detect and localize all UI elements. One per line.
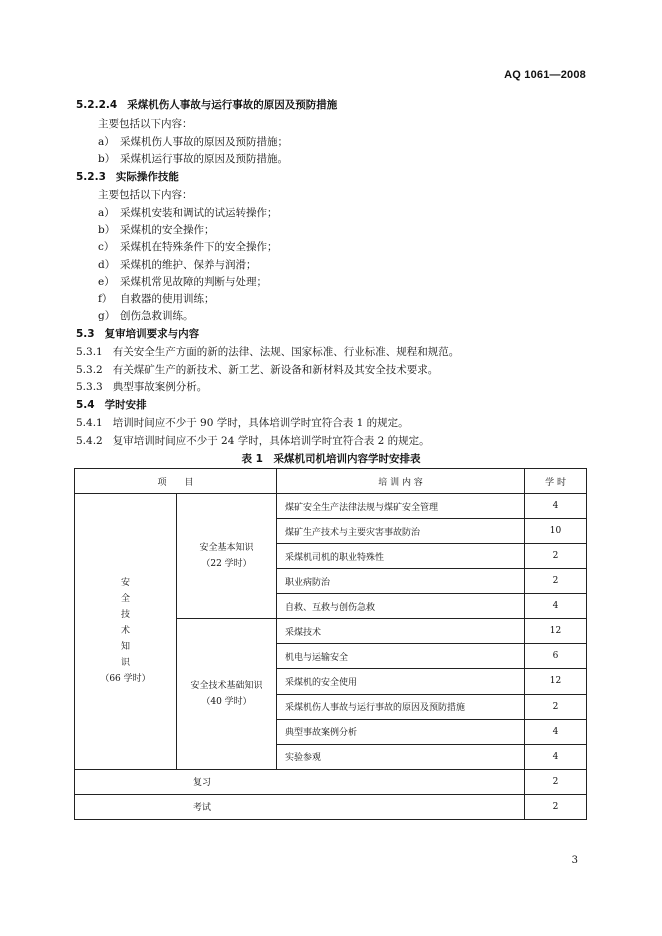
list-marker: e） [98,276,115,288]
review-hours: 2 [525,769,587,794]
row-content: 机电与运输安全 [277,644,525,669]
list-marker: a） [98,207,115,219]
list-marker: f） [98,293,113,305]
clause-number: 5.3.3 [76,381,103,393]
clause-5-4-2 [76,434,430,448]
section-number: 5.2.3 [76,171,106,183]
list-text: 采煤机的维护、保养与润滑； [120,259,257,271]
list-item [98,275,267,289]
list-text: 采煤机运行事故的原因及预防措施。 [120,153,288,165]
row-hours: 6 [525,644,587,669]
standard-code-header: AQ 1061—2008 [504,69,586,81]
table-row-review [75,769,587,794]
list-item [98,152,288,166]
clause-5-3-2 [76,363,438,377]
row-hours: 2 [525,569,587,594]
list-text: 采煤机安装和调试的试运转操作； [120,207,278,219]
list-item [98,309,194,323]
list-item [98,240,278,254]
clause-number: 5.4.2 [76,435,103,447]
row-hours: 4 [525,494,587,519]
table-caption: 表 1 采煤机司机培训内容学时安排表 [241,453,421,465]
section-number: 5.4 [76,399,95,411]
section-heading-5-2-2-4 [76,98,337,112]
section-heading-5-4 [76,398,147,412]
group-hours: （40 学时） [201,697,252,707]
clause-5-3-3 [76,380,207,394]
list-marker: b） [98,224,116,236]
clause-text: 典型事故案例分析。 [112,381,208,393]
section-title: 学时安排 [104,399,147,411]
row-hours: 10 [525,519,587,544]
list-text: 采煤机的安全操作； [120,224,215,236]
list-marker: g） [98,310,116,322]
row-content: 煤矿生产技术与主要灾害事故防治 [277,519,525,544]
exam-hours: 2 [525,794,587,819]
section-title: 采煤机伤人事故与运行事故的原因及预防措施 [127,99,338,111]
group-label: 安 全 技 术 知 识 [120,578,130,669]
row-content: 职业病防治 [277,569,525,594]
section-heading-5-2-3 [76,170,179,184]
section-heading-5-3 [76,327,199,341]
row-content: 采煤机伤人事故与运行事故的原因及预防措施 [277,694,525,719]
section-title: 实际操作技能 [115,171,179,183]
header-item: 项 目 [75,469,277,494]
list-text: 采煤机伤人事故的原因及预防措施； [120,136,288,148]
table-row-exam [75,794,587,819]
group-basic-knowledge [177,494,277,619]
clause-number: 5.3.2 [76,364,103,376]
list-text: 自救器的使用训练； [120,293,215,305]
row-hours: 12 [525,619,587,644]
training-hours-table [74,468,587,820]
list-marker: a） [98,136,115,148]
row-content: 采煤机的安全使用 [277,669,525,694]
row-content: 采煤技术 [277,619,525,644]
group-hours: （22 学时） [201,559,252,570]
clause-5-4-1 [76,416,409,430]
clause-text: 复审培训时间应不少于 24 学时，具体培训学时宜符合表 2 的规定。 [112,435,430,447]
list-text: 采煤机常见故障的判断与处理； [120,276,267,288]
list-marker: b） [98,153,116,165]
exam-label: 考试 [75,794,525,819]
clause-number: 5.3.1 [76,346,103,358]
clause-text: 有关安全生产方面的新的法律、法规、国家标准、行业标准、规程和规范。 [112,346,460,358]
group-label: 安全技术基础知识 [190,681,263,691]
header-hours: 学 时 [525,469,587,494]
list-text: 采煤机在特殊条件下的安全操作； [120,241,278,253]
intro-text: 主要包括以下内容： [98,118,193,130]
intro-text: 主要包括以下内容： [98,189,193,201]
row-content: 煤矿安全生产法律法规与煤矿安全管理 [277,494,525,519]
list-text: 创伤急救训练。 [120,310,194,322]
table-header-row [75,469,587,494]
section-number: 5.3 [76,328,95,340]
row-content: 实验参观 [277,744,525,769]
list-marker: c） [98,241,115,253]
clause-text: 培训时间应不少于 90 学时，具体培训学时宜符合表 1 的规定。 [112,417,409,429]
page-number: 3 [571,855,578,866]
row-content: 典型事故案例分析 [277,719,525,744]
list-item [98,292,215,306]
list-item [98,223,215,237]
row-hours: 2 [525,694,587,719]
group-hours: （66 学时） [100,674,151,685]
group-safety-tech-knowledge [75,494,177,770]
row-content: 自救、互救与创伤急救 [277,594,525,619]
review-label: 复习 [75,769,525,794]
section-number: 5.2.2.4 [76,99,118,111]
row-hours: 4 [525,719,587,744]
list-item [98,258,257,272]
group-tech-basic-knowledge [177,619,277,769]
row-hours: 2 [525,544,587,569]
header-content: 培 训 内 容 [277,469,525,494]
clause-text: 有关煤矿生产的新技术、新工艺、新设备和新材料及其安全技术要求。 [112,364,439,376]
row-content: 采煤机司机的职业特殊性 [277,544,525,569]
clause-number: 5.4.1 [76,417,103,429]
row-hours: 4 [525,594,587,619]
section-title: 复审培训要求与内容 [104,328,200,340]
group-label: 安全基本知识 [199,543,254,554]
list-marker: d） [98,259,116,271]
list-item [98,135,288,149]
list-item [98,206,278,220]
clause-5-3-1 [76,345,459,359]
row-hours: 4 [525,744,587,769]
row-hours: 12 [525,669,587,694]
table-row [75,494,587,519]
